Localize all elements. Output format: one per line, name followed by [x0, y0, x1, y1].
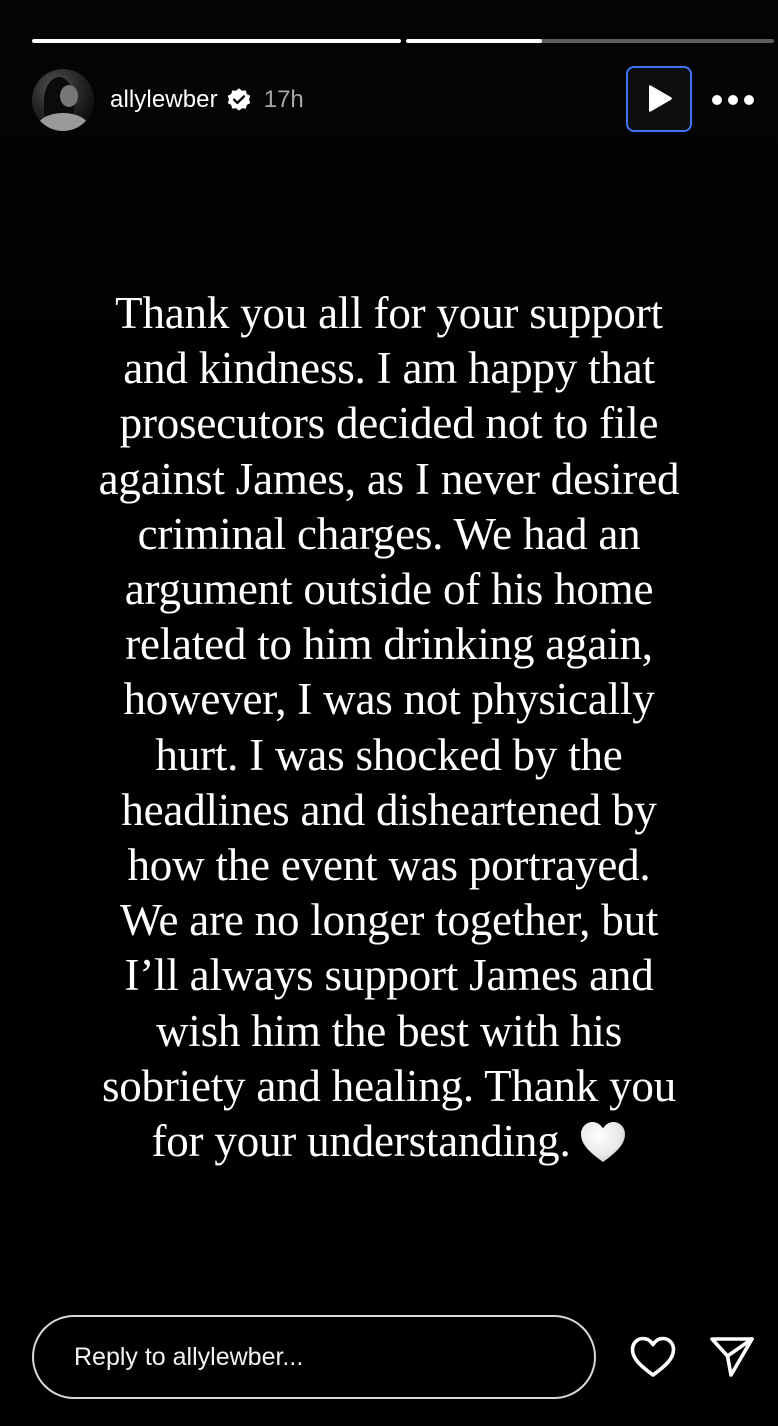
story-progress: [32, 39, 774, 43]
avatar-shoulder: [38, 113, 88, 131]
story-text-line: criminal charges. We had an: [137, 508, 641, 559]
story-text-line: We are no longer together, but: [119, 895, 659, 946]
story-header: [32, 68, 762, 132]
play-button[interactable]: [626, 66, 692, 132]
avatar-face: [60, 85, 78, 107]
story-text-line: however, I was not physically: [123, 674, 655, 725]
send-icon: [709, 1335, 755, 1379]
progress-segment-1: [32, 39, 401, 43]
story-text-line: wish him the best with his: [155, 1005, 623, 1056]
progress-segment-2: [406, 39, 775, 43]
story-text-line-last: [60, 1114, 718, 1169]
more-options-button[interactable]: [708, 82, 758, 118]
like-button[interactable]: [628, 1334, 678, 1380]
white-heart-emoji: [579, 1120, 627, 1164]
username[interactable]: allylewber: [110, 86, 218, 113]
post-time: 17h: [263, 86, 304, 113]
progress-fill-2: [406, 39, 542, 43]
reply-box[interactable]: [32, 1315, 596, 1399]
verified-badge-icon: [226, 87, 252, 113]
story-text-line: sobriety and healing. Thank you: [101, 1060, 677, 1111]
story-text-line: headlines and disheartened by: [121, 784, 657, 835]
more-horizontal-icon: [711, 94, 755, 106]
story-text-line: Thank you all for your support: [115, 288, 663, 338]
story-text-line: how the event was portrayed.: [127, 840, 651, 891]
progress-fill-1: [32, 39, 401, 43]
story-text-line: and kindness. I am happy that: [123, 343, 655, 394]
story-text-line: prosecutors decided not to file: [119, 398, 659, 449]
share-button[interactable]: [708, 1334, 756, 1380]
reply-input[interactable]: [74, 1343, 564, 1372]
story-text-line: related to him drinking again,: [125, 619, 653, 670]
story-text-line: I’ll always support James and: [124, 950, 654, 1001]
story-text-line-text: for your understanding.: [151, 1116, 571, 1167]
story-text-line: hurt. I was shocked by the: [155, 729, 623, 780]
avatar[interactable]: [32, 69, 94, 131]
story-text: [60, 286, 718, 1169]
story-text-line: against James, as I never desired: [98, 453, 680, 504]
story-text-line: argument outside of his home: [124, 564, 654, 615]
heart-outline-icon: [629, 1335, 677, 1379]
play-icon: [644, 83, 674, 115]
